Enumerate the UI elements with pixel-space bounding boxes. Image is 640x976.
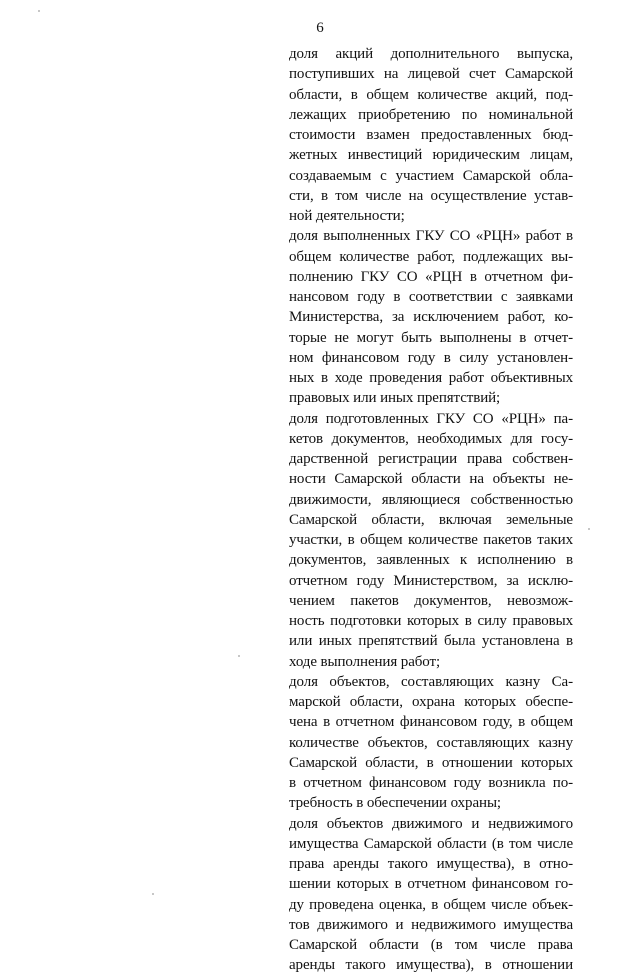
- text-line: документов, заявленных к исполнению в: [289, 552, 573, 569]
- text-line: сти, в том числе на осуществление устав-: [289, 187, 573, 204]
- text-line: лежащих приобретению по номинальной: [289, 106, 573, 123]
- text-line: полнению ГКУ СО «РЦН в отчетном фи-: [289, 268, 573, 285]
- text-line: правовых или иных препятствий;: [289, 390, 501, 407]
- text-line: шении которых в отчетном финансовом го-: [289, 876, 573, 893]
- scan-speck: [238, 655, 240, 657]
- text-line: права аренды такого имущества), в отно-: [289, 856, 573, 872]
- text-line: имущества Самарской области (в том числе: [289, 835, 573, 852]
- text-line: жетных инвестиций юридическим лицам,: [289, 147, 573, 164]
- text-line: ной деятельности;: [289, 208, 405, 224]
- text-line: кетов документов, необходимых для госу-: [289, 430, 573, 447]
- text-line: Министерства, за исключением работ, ко-: [289, 309, 573, 326]
- text-line: Самарской области (в том числе права: [289, 937, 573, 953]
- text-line: доля подготовленных ГКУ СО «РЦН» па-: [289, 410, 573, 427]
- text-line: ду проведена оценка, в общем числе объек-: [289, 896, 573, 913]
- text-line: доля акций дополнительного выпуска,: [289, 46, 573, 62]
- page-number: 6: [316, 20, 324, 36]
- text-line: Самарской области, в отношении которых: [289, 754, 573, 771]
- text-line: поступивших на лицевой счет Самарской: [289, 66, 573, 83]
- text-line: нансовом году в соответствии с заявками: [289, 289, 573, 305]
- text-line: количестве объектов, составляющих казну: [289, 734, 573, 751]
- text-line: аренды такого имущества), в отношении: [289, 957, 573, 974]
- document-body: [289, 44, 573, 976]
- text-line: торые не могут быть выполнены в отчет-: [289, 329, 573, 346]
- text-line: отчетном году Министерством, за исклю-: [289, 572, 573, 589]
- text-line: чена в отчетном финансовом году, в общем: [289, 714, 573, 731]
- text-line: тов движимого и недвижимого имущества: [289, 916, 573, 933]
- text-line: чением пакетов документов, невозмож-: [289, 592, 573, 609]
- text-line: требность в обеспечении охраны;: [289, 795, 501, 812]
- text-line: или иных препятствий была установлена в: [289, 633, 573, 650]
- text-line: общем количестве работ, подлежащих вы-: [289, 248, 573, 265]
- text-line: ных в ходе проведения работ объективных: [289, 370, 573, 386]
- text-line: области, в общем количестве акций, под-: [289, 86, 573, 103]
- text-line: доля объектов, составляющих казну Са-: [289, 673, 573, 690]
- text-line: дарственной регистрации права собствен-: [289, 451, 573, 467]
- text-line: доля объектов движимого и недвижимого: [289, 815, 573, 832]
- text-line: создаваемым с участием Самарской обла-: [289, 167, 573, 184]
- text-line: Самарской области, включая земельные: [289, 511, 573, 528]
- scan-speck: [38, 10, 40, 12]
- text-line: стоимости взамен предоставленных бюд-: [289, 127, 573, 143]
- text-line: участки, в общем количестве пакетов таких: [289, 532, 573, 548]
- text-line: ходе выполнения работ;: [289, 653, 441, 670]
- text-line: марской области, охрана которых обеспе-: [289, 694, 573, 710]
- text-line: движимости, являющиеся собственностью: [289, 491, 573, 508]
- text-line: доля выполненных ГКУ СО «РЦН» работ в: [289, 228, 573, 245]
- text-line: ности Самарской области на объекты не-: [289, 471, 573, 488]
- scan-speck: [588, 528, 590, 530]
- text-line: ность подготовки которых в силу правовых: [289, 613, 573, 629]
- text-line: в отчетном финансовом году возникла по-: [289, 775, 573, 791]
- text-line: ном финансовом году в силу установлен-: [289, 349, 573, 366]
- scan-speck: [152, 893, 154, 895]
